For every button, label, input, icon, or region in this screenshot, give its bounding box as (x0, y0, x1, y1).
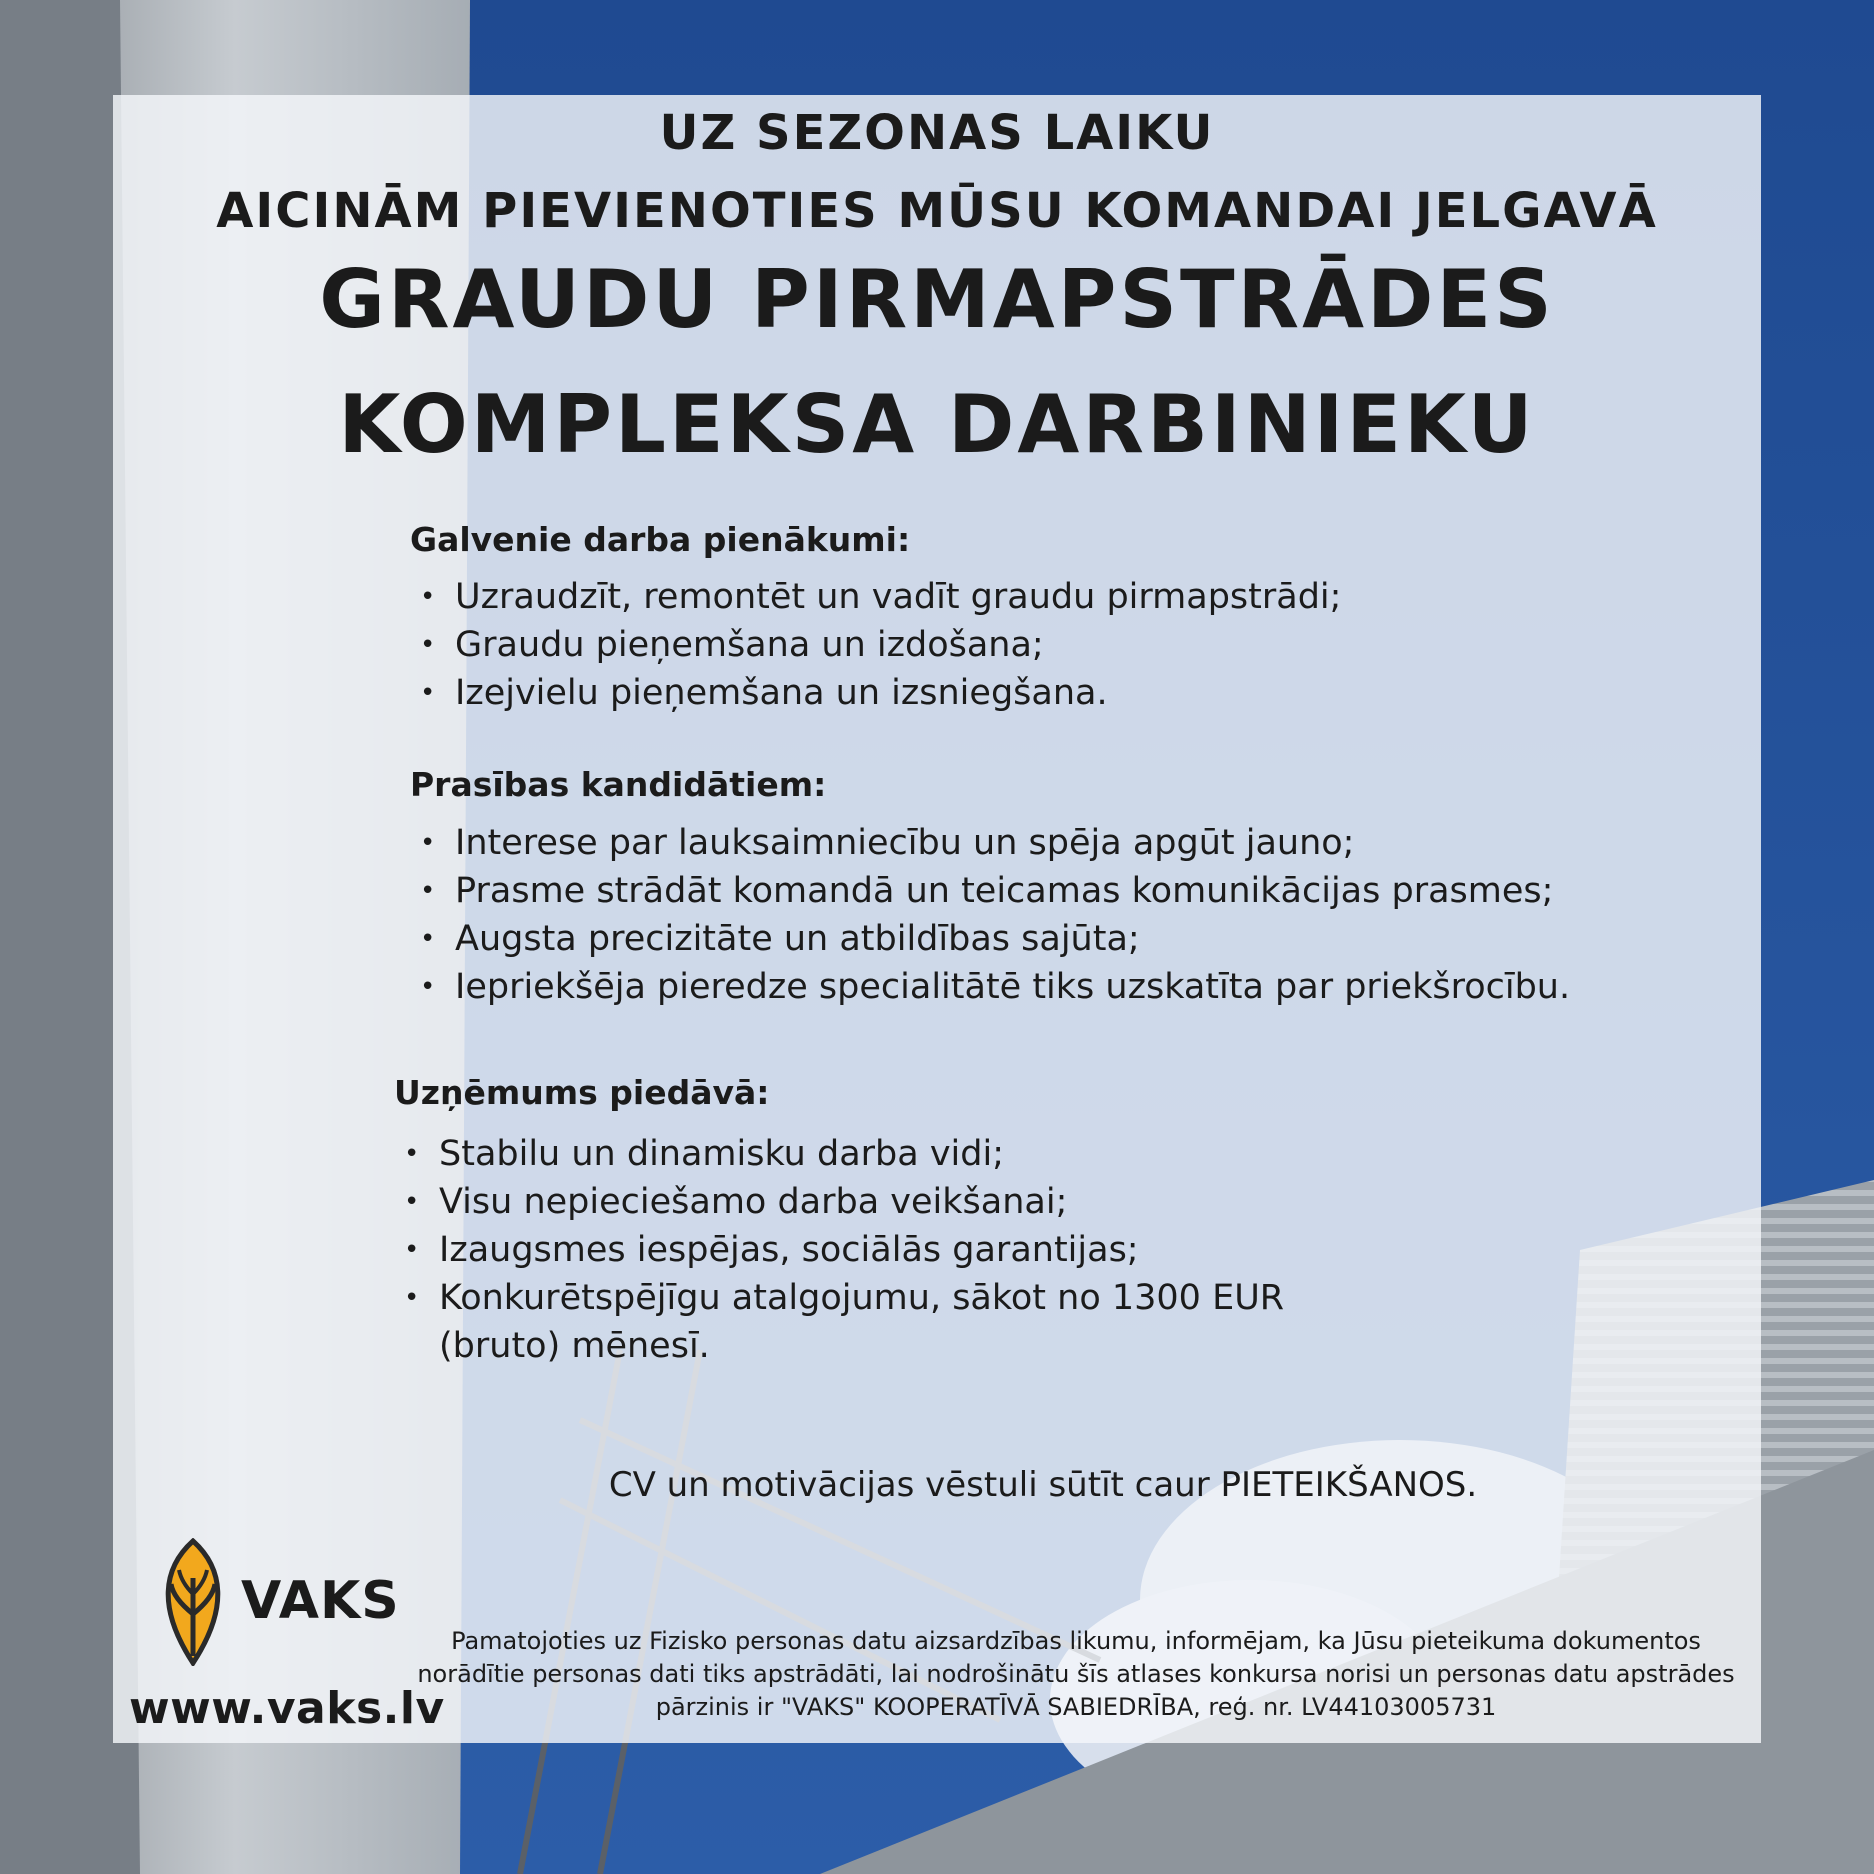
offer-list (394, 1130, 1414, 1370)
title-block-1 (113, 253, 1761, 346)
brand-name: VAKS (241, 1571, 400, 1631)
cta-block (443, 1465, 1643, 1505)
header-kicker-2 (113, 183, 1761, 239)
duties-heading: Galvenie darba pienākumi: (410, 520, 911, 559)
page-title-line-1: GRAUDU PIRMAPSTRĀDES (319, 253, 1555, 346)
list-item: • Prasme strādāt komandā un teicamas komunikācijas prasmes; (410, 867, 1730, 915)
apply-instruction: CV un motivācijas vēstuli sūtīt caur PIETEIKŠANOS. (608, 1465, 1478, 1505)
duties-list (410, 573, 1341, 717)
kicker-line-1: UZ SEZONAS LAIKU (659, 105, 1215, 161)
list-item: • Graudu pieņemšana un izdošana; (410, 621, 1341, 669)
requirements-heading: Prasības kandidātiem: (410, 765, 827, 804)
page-title-line-2: KOMPLEKSA DARBINIEKU (338, 378, 1536, 471)
privacy-footnote: Pamatojoties uz Fizisko personas datu aizsardzības likumu, informējam, ka Jūsu pieteikuma dokumentos norādītie personas dati tiks apstrādāti, lai nodrošinātu šīs atlases konkursa norisi un personas datu apstrādes pārzinis ir "VAKS" KOOPERATĪVĀ SABIEDRĪBA, reģ. nr. LV44103005731 (417, 1627, 1735, 1721)
header-kicker-1 (113, 105, 1761, 161)
requirements-list (410, 819, 1730, 1011)
list-item: • Interese par lauksaimniecību un spēja apgūt jauno; (410, 819, 1730, 867)
list-item: • Izejvielu pieņemšana un izsniegšana. (410, 669, 1341, 717)
list-item: • Augsta precizitāte un atbildības sajūta; (410, 915, 1730, 963)
website-link[interactable]: www.vaks.lv (129, 1683, 445, 1734)
content-panel (113, 95, 1761, 1743)
list-item: • Visu nepieciešamo darba veikšanai; (394, 1178, 1414, 1226)
list-item: • Stabilu un dinamisku darba vidi; (394, 1130, 1414, 1178)
title-block-2 (113, 378, 1761, 471)
vaks-leaf-logo-icon (155, 1538, 231, 1666)
list-item: • Konkurētspējīgu atalgojumu, sākot no 1300 EUR (bruto) mēnesī. (394, 1274, 1414, 1370)
list-item: • Iepriekšēja pieredze specialitātē tiks uzskatīta par priekšrocību. (410, 963, 1730, 1011)
offer-heading: Uzņēmums piedāvā: (394, 1073, 770, 1112)
list-item: • Uzraudzīt, remontēt un vadīt graudu pirmapstrādi; (410, 573, 1341, 621)
kicker-line-2: AICINĀM PIEVIENOTIES MŪSU KOMANDAI JELGAVĀ (216, 183, 1658, 239)
list-item: • Izaugsmes iespējas, sociālās garantijas; (394, 1226, 1414, 1274)
